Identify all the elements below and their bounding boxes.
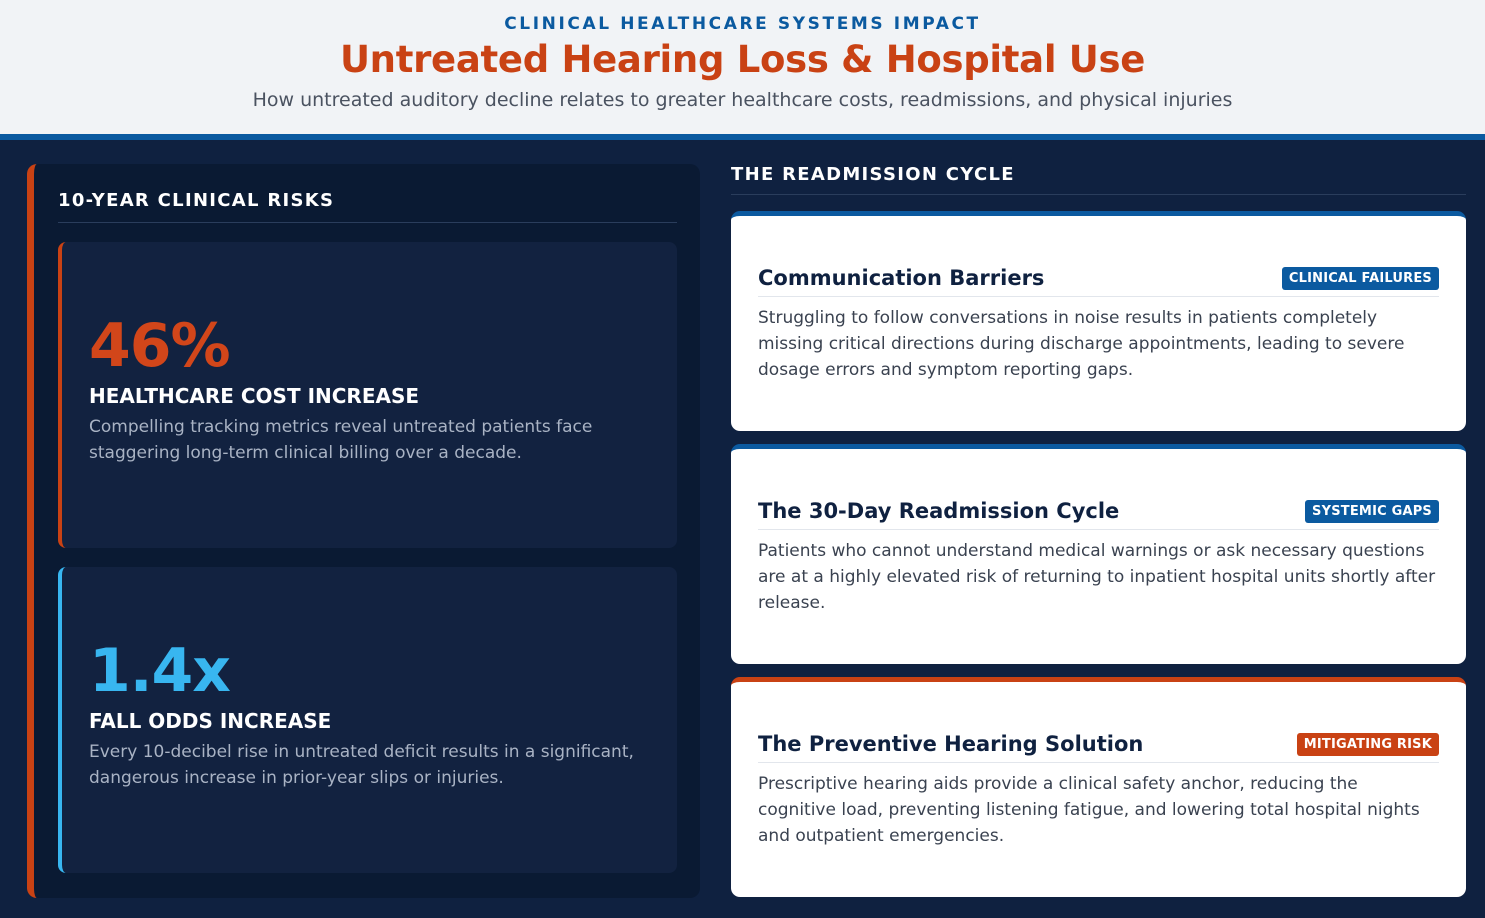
stat-description: Every 10-decibel rise in untreated deficit results in a significant, dangerous increase in prior-year slips or injuries. (89, 742, 634, 788)
status-badge: CLINICAL FAILURES (1282, 267, 1439, 290)
card-title: The Preventive Hearing Solution (758, 732, 1144, 756)
cycle-card-solution (731, 677, 1466, 897)
stat-value: 1.4x (89, 636, 230, 706)
card-title: Communication Barriers (758, 266, 1045, 290)
page-subtitle: How untreated auditory decline relates to greater healthcare costs, readmissions, and physical injuries (252, 89, 1233, 111)
stat-card-cost (58, 242, 677, 548)
card-header (758, 499, 1439, 530)
card-text: Prescriptive hearing aids provide a clinical safety anchor, reducing the cognitive load, preventing listening fatigue, and lowering total hospital nights and outpatient emergencies. (758, 774, 1420, 846)
status-badge: SYSTEMIC GAPS (1305, 500, 1439, 523)
page-header (0, 0, 1485, 134)
main-content (0, 140, 1485, 918)
readmission-cycle-heading: THE READMISSION CYCLE (731, 164, 1466, 195)
card-header (758, 266, 1439, 297)
clinical-risks-panel (27, 164, 700, 898)
page-title: Untreated Hearing Loss & Hospital Use (339, 38, 1146, 81)
cycle-card-communication (731, 211, 1466, 431)
stat-description: Compelling tracking metrics reveal untreated patients face staggering long-term clinical billing over a decade. (89, 417, 593, 463)
card-text: Patients who cannot understand medical warnings or ask necessary questions are at a highly elevated risk of returning to inpatient hospital units shortly after release. (758, 541, 1436, 613)
page-kicker: CLINICAL HEALTHCARE SYSTEMS IMPACT (504, 14, 981, 34)
card-header (758, 732, 1439, 763)
card-title: The 30-Day Readmission Cycle (758, 499, 1120, 523)
cycle-card-readmission (731, 444, 1466, 664)
stat-value: 46% (89, 311, 230, 381)
stat-card-falls (58, 567, 677, 873)
stat-label: FALL ODDS INCREASE (89, 709, 332, 733)
card-text: Struggling to follow conversations in noise results in patients completely missing critical directions during discharge appointments, leading to severe dosage errors and symptom reporting gaps. (758, 308, 1405, 380)
clinical-risks-heading: 10-YEAR CLINICAL RISKS (58, 190, 677, 223)
status-badge: MITIGATING RISK (1297, 733, 1439, 756)
readmission-cycle-column (731, 164, 1466, 897)
stat-label: HEALTHCARE COST INCREASE (89, 384, 420, 408)
